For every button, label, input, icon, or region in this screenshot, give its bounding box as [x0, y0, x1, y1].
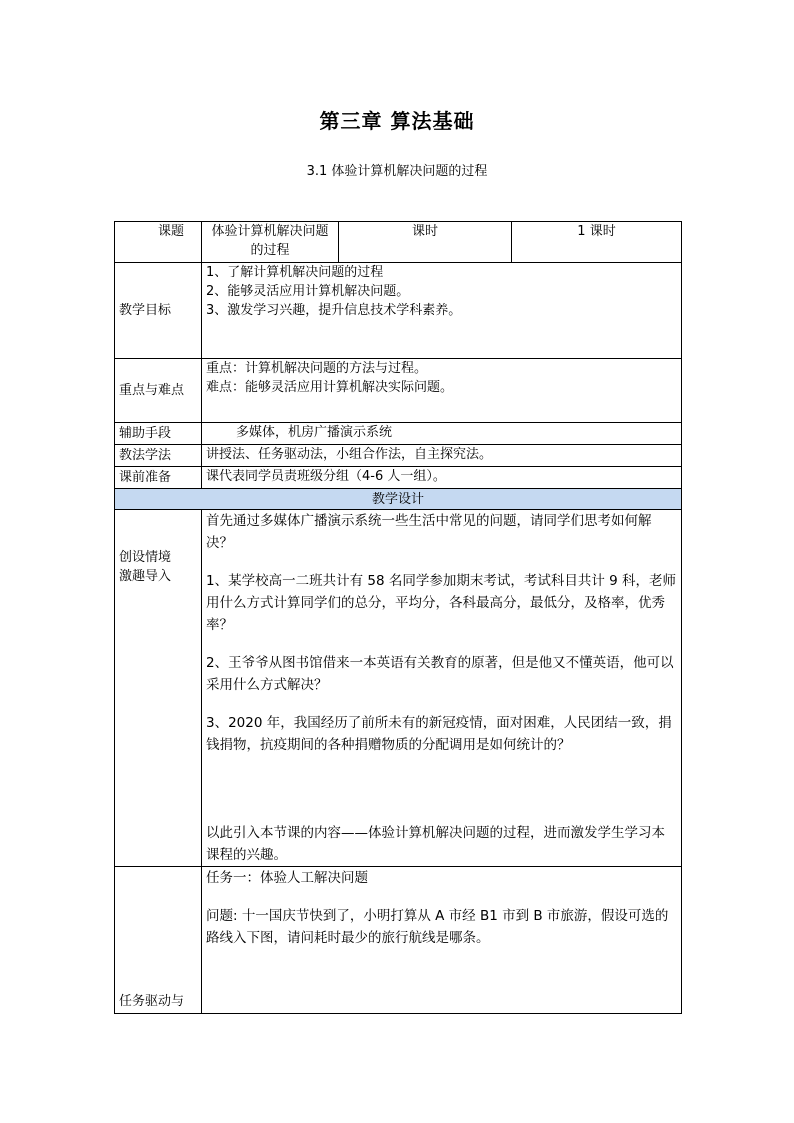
intro-paragraph: 首先通过多媒体广播演示系统一些生活中常见的问题，请同学们思考如何解决？ — [206, 513, 652, 551]
objective-item: 2、能够灵活应用计算机解决问题。 — [206, 284, 410, 299]
intro-label-line: 激趣导入 — [119, 569, 172, 584]
aids-label: 辅助手段 — [115, 423, 202, 445]
objectives-label: 教学目标 — [115, 263, 202, 359]
methods-row — [115, 445, 682, 467]
intro-paragraph: 3、2020 年，我国经历了前所未有的新冠疫情，面对困难，人民团结一致，捐钱捐物，抗疫期间的各种捐赠物质的分配调用是如何统计的？ — [206, 715, 672, 753]
intro-label — [115, 510, 202, 867]
key-points-label: 重点与难点 — [115, 359, 202, 423]
topic-value: 体验计算机解决问题的过程 — [202, 222, 339, 263]
methods-label: 教法学法 — [115, 445, 202, 467]
objectives-row — [115, 263, 682, 359]
page-title: 第三章 算法基础 — [319, 109, 475, 133]
task-content — [202, 867, 682, 1014]
prep-row — [115, 467, 682, 489]
task-row — [115, 867, 682, 1014]
objective-item: 3、激发学习兴趣，提升信息技术学科素养。 — [206, 303, 462, 318]
intro-label-line: 创设情境 — [119, 550, 172, 565]
task-question: 问题: 十一国庆节快到了，小明打算从 A 市经 B1 市到 B 市旅游，假设可选的路线入下图，请问耗时最少的旅行航线是哪条。 — [206, 908, 669, 946]
intro-paragraph: 1、某学校高一二班共计有 58 名同学参加期末考试，考试科目共计 9 科，老师用什么方式计算同学们的总分，平均分，各科最高分，最低分，及格率，优秀率？ — [206, 573, 677, 633]
objectives-content — [202, 263, 682, 359]
key-points-row — [115, 359, 682, 423]
prep-value: 课代表同学员责班级分组（4-6 人一组）。 — [202, 467, 682, 489]
design-header: 教学设计 — [115, 489, 682, 510]
intro-row — [115, 510, 682, 867]
topic-label: 课题 — [115, 222, 202, 263]
prep-label: 课前准备 — [115, 467, 202, 489]
objective-item: 1、了解计算机解决问题的过程 — [206, 265, 384, 280]
aids-row — [115, 423, 682, 445]
methods-value: 讲授法、任务驱动法，小组合作法，自主探究法。 — [202, 445, 682, 467]
intro-paragraph: 2、王爷爷从图书馆借来一本英语有关教育的原著，但是他又不懂英语，他可以采用什么方式解决？ — [206, 655, 674, 693]
intro-content — [202, 510, 682, 867]
key-point-item: 重点：计算机解决问题的方法与过程。 — [206, 361, 428, 376]
intro-paragraph: 以此引入本节课的内容——体验计算机解决问题的过程，进而激发学生学习本课程的兴趣。 — [206, 825, 665, 863]
lesson-plan-table — [114, 221, 682, 1014]
task-label: 任务驱动与 — [115, 867, 202, 1014]
topic-row — [115, 222, 682, 263]
design-header-row — [115, 489, 682, 510]
hours-value: 1 课时 — [512, 222, 682, 263]
key-point-item: 难点：能够灵活应用计算机解决实际问题。 — [206, 380, 454, 395]
aids-value: 多媒体，机房广播演示系统 — [202, 423, 682, 445]
section-subtitle: 3.1 体验计算机解决问题的过程 — [306, 164, 488, 179]
task-title: 任务一：体验人工解决问题 — [206, 870, 368, 886]
key-points-content — [202, 359, 682, 423]
hours-label: 课时 — [339, 222, 512, 263]
